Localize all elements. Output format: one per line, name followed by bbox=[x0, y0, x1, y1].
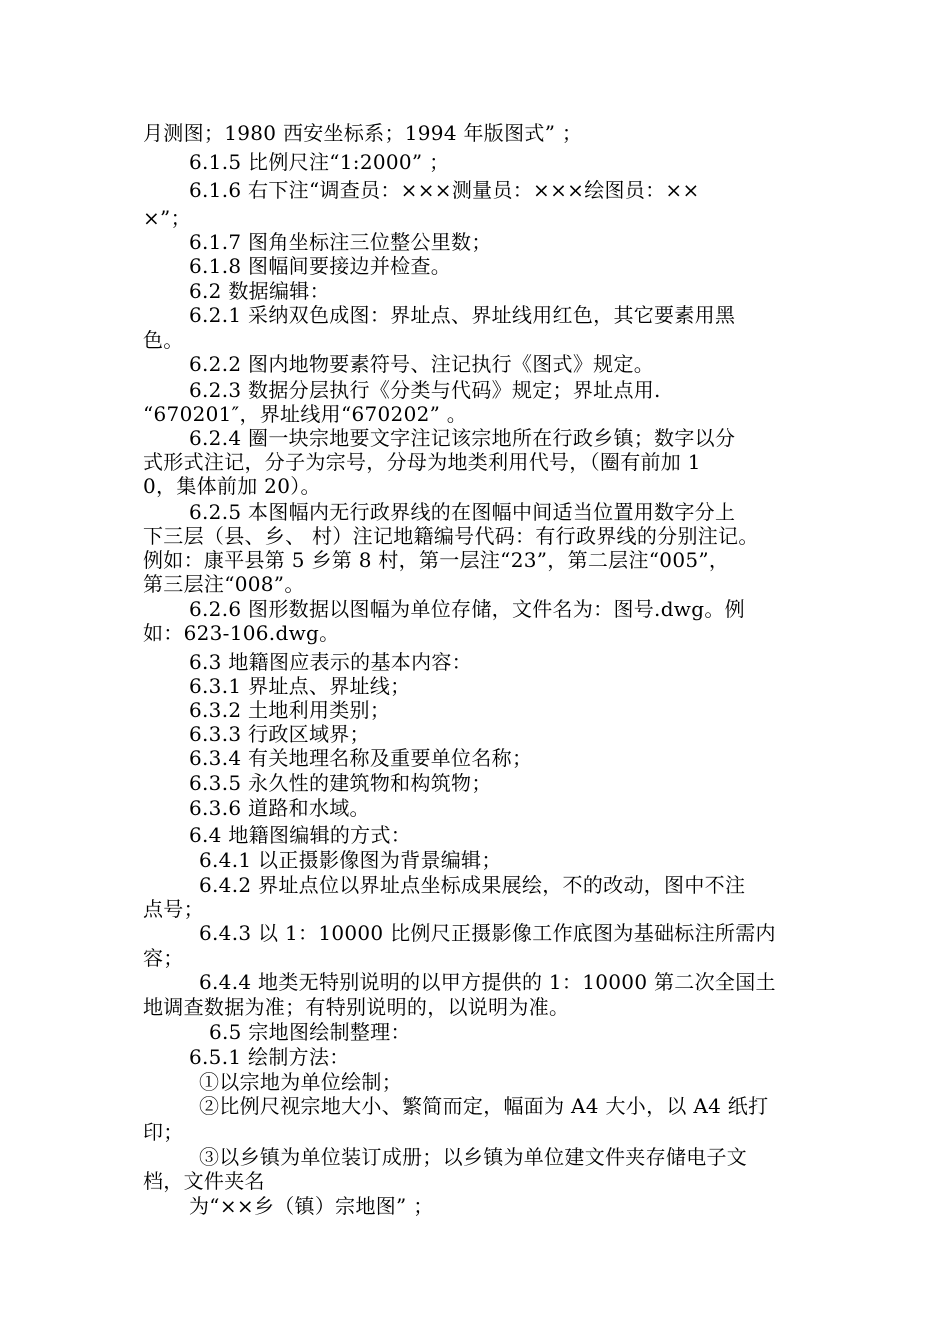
text-line: 第三层注“008”。 bbox=[143, 572, 305, 596]
text-line: ③以乡镇为单位装订成册；以乡镇为单位建文件夹存储电子文 bbox=[199, 1145, 748, 1169]
text-line: 6.4.4 地类无特别说明的以甲方提供的 1：10000 第二次全国土 bbox=[199, 970, 776, 994]
text-line: 6.3.5 永久性的建筑物和构筑物； bbox=[189, 771, 492, 795]
text-line: “670201″，界址线用“670202” 。 bbox=[143, 402, 468, 426]
text-line: 6.2.2 图内地物要素符号、注记执行《图式》规定。 bbox=[189, 352, 655, 376]
text-line: 地调查数据为准；有特别说明的，以说明为准。 bbox=[143, 995, 570, 1019]
text-line: 6.4.3 以 1：10000 比例尺正摄影像工作底图为基础标注所需内 bbox=[199, 921, 776, 945]
text-line: 为“××乡（镇）宗地图” ； bbox=[189, 1194, 434, 1218]
text-line: 6.2 数据编辑： bbox=[189, 279, 330, 303]
text-line: 6.4 地籍图编辑的方式： bbox=[189, 823, 412, 847]
text-line: 6.3 地籍图应表示的基本内容： bbox=[189, 650, 472, 674]
text-line: 档，文件夹名 bbox=[143, 1169, 265, 1193]
text-line: 6.3.1 界址点、界址线； bbox=[189, 674, 411, 698]
text-line: 如：623-106.dwg。 bbox=[143, 621, 340, 645]
text-line: 6.4.2 界址点位以界址点坐标成果展绘，不的改动，图中不注 bbox=[199, 873, 746, 897]
text-line: 式形式注记，分子为宗号，分母为地类利用代号，（圈有前加 1 bbox=[143, 450, 701, 474]
text-line: 6.3.3 行政区域界； bbox=[189, 722, 370, 746]
text-line: 6.2.1 采纳双色成图：界址点、界址线用红色，其它要素用黑 bbox=[189, 303, 736, 327]
text-line: 0，集体前加 20）。 bbox=[143, 474, 321, 498]
text-line: ①以宗地为单位绘制； bbox=[199, 1070, 402, 1094]
text-line: 6.5.1 绘制方法： bbox=[189, 1045, 350, 1069]
text-line: 6.3.4 有关地理名称及重要单位名称； bbox=[189, 746, 533, 770]
text-line: ②比例尺视宗地大小、繁简而定，幅面为 A4 大小，以 A4 纸打 bbox=[199, 1094, 769, 1118]
text-line: 6.2.5 本图幅内无行政界线的在图幅中间适当位置用数字分上 bbox=[189, 500, 736, 524]
text-line: ×”； bbox=[143, 206, 191, 230]
text-line: 6.2.6 图形数据以图幅为单位存储，文件名为：图号.dwg。例 bbox=[189, 597, 745, 621]
text-line: 色。 bbox=[143, 328, 184, 352]
text-line: 6.2.3 数据分层执行《分类与代码》规定；界址点用. bbox=[189, 378, 661, 402]
text-line: 印； bbox=[143, 1120, 184, 1144]
text-line: 下三层（县、乡、 村）注记地籍编号代码：有行政界线的分别注记。 bbox=[143, 524, 759, 548]
text-line: 6.5 宗地图绘制整理： bbox=[209, 1020, 411, 1044]
text-line: 6.1.8 图幅间要接边并检查。 bbox=[189, 254, 452, 278]
text-line: 容； bbox=[143, 946, 184, 970]
text-line: 6.1.6 右下注“调查员：×××测量员：×××绘图员：×× bbox=[189, 178, 700, 202]
text-line: 点号； bbox=[143, 897, 204, 921]
text-line: 6.3.6 道路和水域。 bbox=[189, 796, 370, 820]
text-line: 月测图；1980 西安坐标系；1994 年版图式” ； bbox=[143, 121, 583, 145]
text-line: 6.2.4 圈一块宗地要文字注记该宗地所在行政乡镇；数字以分 bbox=[189, 426, 736, 450]
text-line: 6.4.1 以正摄影像图为背景编辑； bbox=[199, 848, 502, 872]
text-line: 6.1.5 比例尺注“1:2000” ； bbox=[189, 150, 450, 174]
text-line: 6.1.7 图角坐标注三位整公里数； bbox=[189, 230, 492, 254]
text-line: 6.3.2 土地利用类别； bbox=[189, 698, 391, 722]
text-line: 例如：康平县第 5 乡第 8 村，第一层注“23”，第二层注“005”， bbox=[143, 548, 730, 572]
